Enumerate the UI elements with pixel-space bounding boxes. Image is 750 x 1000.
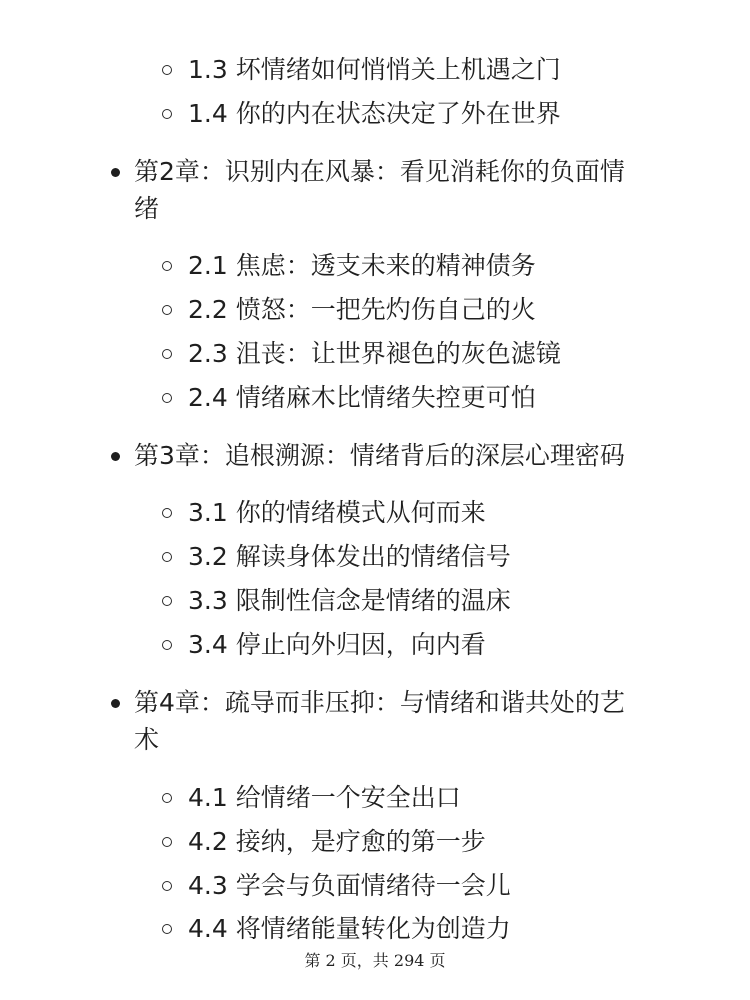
- hollow-bullet-icon: [162, 552, 172, 562]
- toc-item-label: 3.4 停止向外归因，向内看: [188, 630, 486, 659]
- toc-chapter-label: 第4章：疏导而非压抑：与情绪和谐共处的艺: [134, 688, 625, 717]
- hollow-bullet-icon: [162, 109, 172, 119]
- toc-item-3-3[interactable]: [0, 583, 750, 619]
- toc-chapter-label: 第3章：追根溯源：情绪背后的深层心理密码: [134, 441, 625, 470]
- toc-chapter-4[interactable]: [0, 685, 750, 721]
- toc-item-label: 3.2 解读身体发出的情绪信号: [188, 542, 511, 571]
- toc-item-4-2[interactable]: [0, 824, 750, 860]
- hollow-bullet-icon: [162, 640, 172, 650]
- hollow-bullet-icon: [162, 393, 172, 403]
- toc-item-label: 4.4 将情绪能量转化为创造力: [188, 914, 511, 943]
- toc-item-1-3[interactable]: [0, 52, 750, 88]
- toc-item-label: 3.1 你的情绪模式从何而来: [188, 498, 486, 527]
- filled-bullet-icon: [111, 168, 120, 177]
- toc-chapter-label-continuation: 绪: [134, 194, 160, 223]
- toc-chapter-2-continuation[interactable]: [0, 191, 750, 227]
- toc-item-label: 2.2 愤怒：一把先灼伤自己的火: [188, 295, 536, 324]
- hollow-bullet-icon: [162, 349, 172, 359]
- toc-chapter-label: 第2章：识别内在风暴：看见消耗你的负面情: [134, 157, 625, 186]
- toc-item-2-1[interactable]: [0, 248, 750, 284]
- hollow-bullet-icon: [162, 881, 172, 891]
- toc-item-3-1[interactable]: [0, 495, 750, 531]
- toc-item-label: 2.4 情绪麻木比情绪失控更可怕: [188, 383, 536, 412]
- filled-bullet-icon: [111, 699, 120, 708]
- toc-item-3-4[interactable]: [0, 627, 750, 663]
- toc-item-label: 2.1 焦虑：透支未来的精神债务: [188, 251, 536, 280]
- toc-chapter-4-continuation[interactable]: [0, 722, 750, 758]
- toc-item-4-1[interactable]: [0, 780, 750, 816]
- hollow-bullet-icon: [162, 793, 172, 803]
- hollow-bullet-icon: [162, 596, 172, 606]
- toc-item-1-4[interactable]: [0, 96, 750, 132]
- hollow-bullet-icon: [162, 261, 172, 271]
- toc-chapter-label-continuation: 术: [134, 725, 160, 754]
- toc-chapter-3[interactable]: [0, 438, 750, 474]
- toc-item-label: 4.1 给情绪一个安全出口: [188, 783, 461, 812]
- hollow-bullet-icon: [162, 837, 172, 847]
- hollow-bullet-icon: [162, 508, 172, 518]
- filled-bullet-icon: [111, 452, 120, 461]
- toc-item-label: 1.4 你的内在状态决定了外在世界: [188, 99, 561, 128]
- toc-item-label: 3.3 限制性信念是情绪的温床: [188, 586, 511, 615]
- page-number-footer: 第 2 页，共 294 页: [304, 951, 446, 970]
- toc-item-3-2[interactable]: [0, 539, 750, 575]
- toc-chapter-2[interactable]: [0, 154, 750, 190]
- toc-item-2-4[interactable]: [0, 380, 750, 416]
- toc-item-label: 2.3 沮丧：让世界褪色的灰色滤镜: [188, 339, 561, 368]
- toc-item-label: 1.3 坏情绪如何悄悄关上机遇之门: [188, 55, 561, 84]
- toc-item-4-3[interactable]: [0, 868, 750, 904]
- hollow-bullet-icon: [162, 305, 172, 315]
- hollow-bullet-icon: [162, 924, 172, 934]
- toc-item-2-3[interactable]: [0, 336, 750, 372]
- hollow-bullet-icon: [162, 65, 172, 75]
- toc-item-label: 4.2 接纳，是疗愈的第一步: [188, 827, 486, 856]
- toc-item-2-2[interactable]: [0, 292, 750, 328]
- toc-item-label: 4.3 学会与负面情绪待一会儿: [188, 871, 511, 900]
- toc-item-4-4[interactable]: [0, 911, 750, 947]
